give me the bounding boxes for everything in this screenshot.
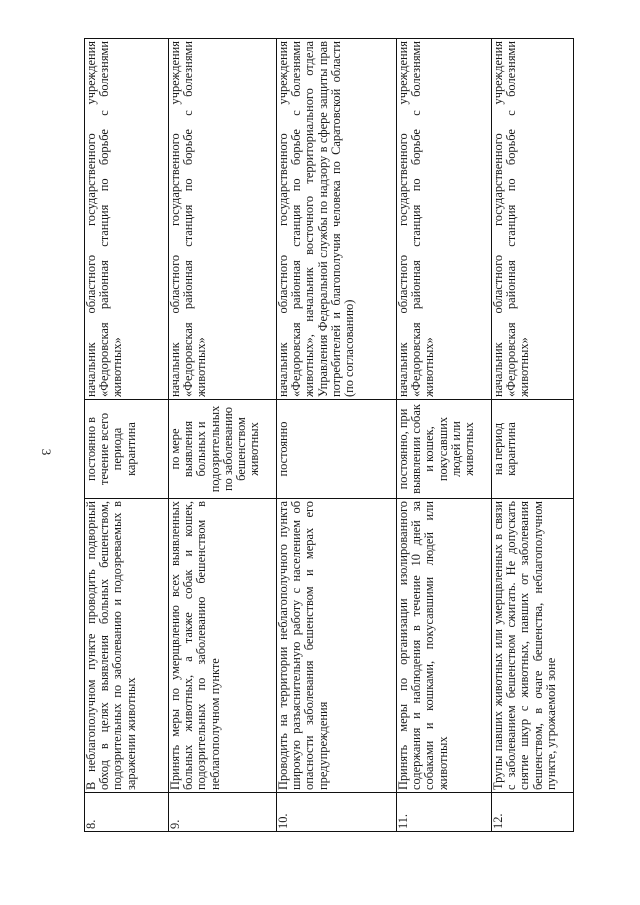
- table-row: [277, 39, 397, 832]
- row-number: 10.: [277, 793, 397, 832]
- term-cell: на период карантина: [492, 400, 574, 499]
- measures-table: [84, 38, 574, 832]
- row-number: 11.: [397, 793, 492, 832]
- table-row: [397, 39, 492, 832]
- table-row: [492, 39, 574, 832]
- responsible-cell: начальник областного государственного учреждения «Федоровская районная станция по борьбе с болезнями животных»: [169, 39, 277, 400]
- page-number: 3: [39, 448, 54, 456]
- table-row: [169, 39, 277, 832]
- row-number: 12.: [492, 793, 574, 832]
- measure-cell: Принять меры по организации изолированного содержания и наблюдения в течение 10 дней за собаками и кошками, покусавшими людей или животных: [397, 499, 492, 793]
- table-row: [85, 39, 169, 832]
- measure-cell: Принять меры по умерщвлению всех выявленных больных животных, а также собак и кошек, подозрительных по заболеванию бешенством в неблагополучном пункте: [169, 499, 277, 793]
- responsible-cell: начальник областного государственного учреждения «Федоровская районная станция по борьбе с болезнями животных»: [492, 39, 574, 400]
- measure-cell: Проводить на территории неблагополучного пункта широкую разъяснительную работу с населением об опасности заболевания бешенством и мерах его предупреждения: [277, 499, 397, 793]
- responsible-cell: начальник областного государственного учреждения «Федоровская районная станция по борьбе с болезнями животных», начальник восточного территориального отдела Управления Федеральной службы по надзору в сфере защиты прав потребителей и благополучия человека по Саратовской области (по согласованию): [277, 39, 397, 400]
- measure-cell: В неблагополучном пункте проводить подворный обход в целях выявления больных бешенством, подозрительных по заболеванию и подозреваемых в заражении животных: [85, 499, 169, 793]
- rotated-table-container: [84, 41, 573, 832]
- term-cell: постоянно в течение всего периода карантина: [85, 400, 169, 499]
- responsible-cell: начальник областного государственного учреждения «Федоровская районная станция по борьбе с болезнями животных»: [397, 39, 492, 400]
- term-cell: по мере выявления больных и подозрительных по заболеванию бешенством животных: [169, 400, 277, 499]
- measure-cell: Трупы павших животных или умерщвленных в связи с заболеванием бешенством сжигать. Не допускать снятие шкур с животных, павших от заболевания бешенством, в очаге бешенства, неблагополучном пункте, угрожаемой зоне: [492, 499, 574, 793]
- term-cell: постоянно, при выявлении собак и кошек, покусавших людей или животных: [397, 400, 492, 499]
- responsible-cell: начальник областного государственного учреждения «Федоровская районная станция по борьбе с болезнями животных»: [85, 39, 169, 400]
- row-number: 9.: [169, 793, 277, 832]
- row-number: 8.: [85, 793, 169, 832]
- term-cell: постоянно: [277, 400, 397, 499]
